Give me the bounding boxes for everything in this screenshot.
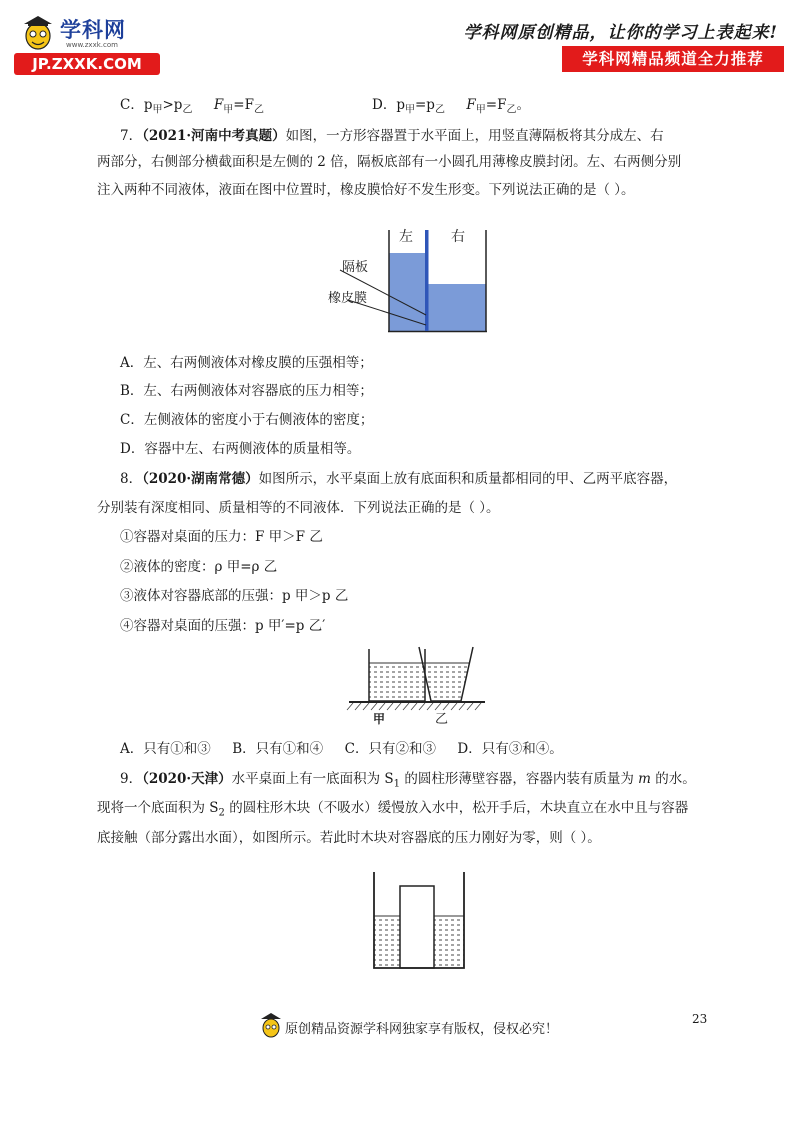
q7-stem-line3: 注入两种不同液体，液面在图中位置时，橡皮膜恰好不发生形变。下列说法正确的是（ ）。: [97, 182, 635, 198]
q9-stem-line1: 9．（2020·天津）水平桌面上有一底面积为 $S_1$ 的圆柱形薄壁容器，容器内装有质量为 m 的水。: [120, 771, 696, 790]
logo-text: 学科网: [60, 18, 126, 42]
label-left: 左: [399, 229, 413, 245]
q8-source: （2020·湖南常德）: [142, 471, 259, 487]
q7-option-d: D．容器中左、右两侧液体的质量相等。: [120, 441, 361, 457]
q7-source: （2021·河南中考真题）: [142, 128, 286, 144]
q8-option-d: D．只有③和④。: [457, 741, 563, 757]
q8-option-b: B．只有①和④: [232, 741, 324, 757]
q9-figure: [366, 868, 476, 976]
q8-statement-3: ③液体对容器底部的压强：p 甲＞p 乙: [120, 588, 349, 604]
q8-stem-line2: 分别装有深度相同、质量相等的不同液体．下列说法正确的是（ ）。: [97, 500, 500, 516]
q7-option-b: B．左、右两侧液体对容器底的压力相等；: [120, 383, 373, 399]
q8-figure: [343, 645, 493, 727]
q9-stem-line2: 现将一个底面积为 $S_2$ 的圆柱形木块（不吸水）缓慢放入水中，松开手后，木块直立在水中且与容器: [97, 800, 689, 819]
logo-url-small: www.zxxk.com: [66, 41, 118, 49]
q7-figure: [320, 222, 510, 337]
page-number: 23: [692, 1012, 708, 1026]
q8-statement-4: ④容器对桌面的压强：p 甲′=p 乙′: [120, 618, 326, 634]
label-jia: 甲: [373, 712, 386, 726]
label-yi: 乙: [435, 712, 449, 727]
logo: [14, 14, 164, 76]
q7-option-c: C．左侧液体的密度小于右侧液体的密度；: [120, 412, 374, 428]
header-slogan: 学科网原创精品，让你的学习上表起来!: [463, 23, 778, 43]
channel-banner: 学科网精品频道全力推荐: [562, 46, 784, 72]
q8-statement-1: ①容器对桌面的压力：F 甲＞F 乙: [120, 529, 323, 545]
q6-option-c: C．$p_甲>p_乙$ $F_甲=F_乙$: [120, 97, 264, 116]
q8-options: [120, 739, 563, 759]
wood-block: [400, 886, 434, 968]
label-membrane: 橡皮膜: [328, 291, 368, 306]
label-partition: 隔板: [342, 260, 369, 275]
q8-option-a: A．只有①和③: [120, 741, 211, 757]
label-right: 右: [451, 229, 465, 245]
q7-stem-line2: 两部分，右侧部分横截面积是左侧的 2 倍，隔板底部有一小圆孔用薄橡皮膜封闭。左、右两侧分别: [97, 154, 682, 170]
logo-url[interactable]: JP.ZXXK.COM: [14, 53, 160, 75]
copyright-notice: 原创精品资源学科网独家享有版权，侵权必究！: [285, 1022, 559, 1037]
q7-stem-line1: 7．（2021·河南中考真题）如图，一方形容器置于水平面上，用竖直薄隔板将其分成左、右: [120, 128, 664, 144]
q8-option-c: C．只有②和③: [344, 741, 436, 757]
q9-source: （2020·天津）: [142, 771, 232, 787]
partition: [425, 230, 429, 331]
q8-statement-2: ②液体的密度：ρ 甲=ρ 乙: [120, 559, 278, 575]
q8-stem-line1: 8．（2020·湖南常德）如图所示，水平桌面上放有底面积和质量都相同的甲、乙两平底容器，: [120, 471, 678, 487]
mascot-icon: [18, 14, 58, 52]
right-liquid: [427, 284, 486, 331]
mascot-icon-small: [258, 1012, 284, 1040]
container-jia-liquid: [369, 663, 425, 701]
q9-stem-line3: 底接触（部分露出水面），如图所示。若此时木块对容器底的压力刚好为零，则（ ）。: [97, 830, 601, 846]
q7-option-a: A．左、右两侧液体对橡皮膜的压强相等；: [120, 355, 373, 371]
q6-option-d: D．$p_甲=p_乙$ $F_甲=F_乙$。: [372, 97, 530, 116]
